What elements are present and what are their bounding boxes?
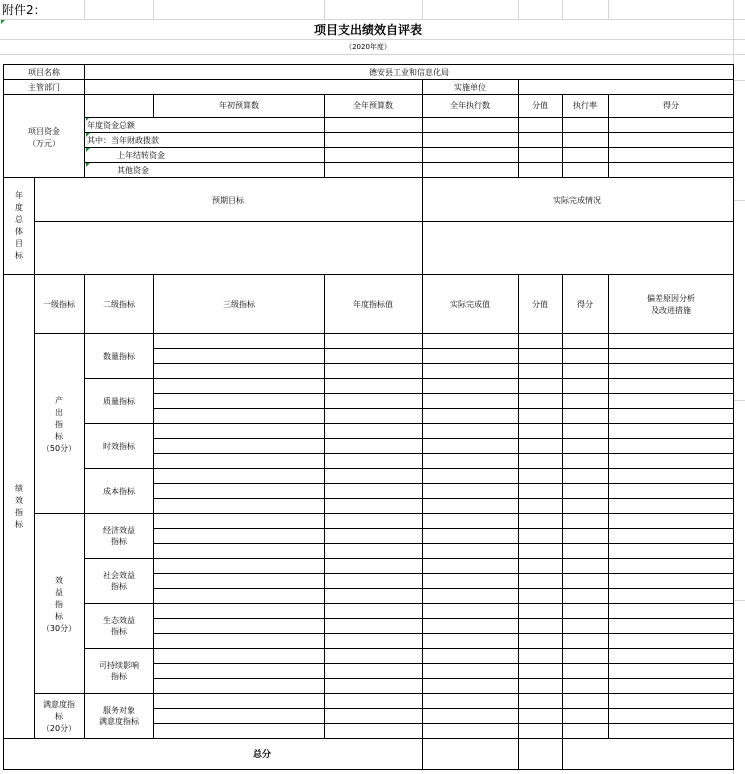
header-level3: 三级指标 xyxy=(223,300,255,309)
svg-text:经济效益: 经济效益 xyxy=(103,526,135,535)
svg-text:总: 总 xyxy=(15,215,23,224)
cell-marker xyxy=(86,163,90,167)
project-name-label: 项目名称 xyxy=(28,68,60,77)
svg-text:满意度指标: 满意度指标 xyxy=(99,717,139,726)
funds-unit-label: （万元） xyxy=(28,139,60,148)
total-score-label: 总分 xyxy=(252,750,272,760)
svg-text:标: 标 xyxy=(55,612,63,621)
header-level2: 二级指标 xyxy=(103,300,135,309)
svg-text:服务对象: 服务对象 xyxy=(103,706,135,715)
svg-text:效: 效 xyxy=(15,496,23,505)
svg-text:指标: 指标 xyxy=(111,672,127,681)
cost-indicator: 成本指标 xyxy=(103,487,135,496)
ecological-benefit-indicator xyxy=(103,615,135,636)
svg-text:指标: 指标 xyxy=(111,582,127,591)
quantity-indicator: 数量指标 xyxy=(103,352,135,361)
svg-text:益: 益 xyxy=(55,588,63,597)
col-weight: 分值 xyxy=(532,101,548,110)
svg-text:体: 体 xyxy=(15,227,23,236)
cell-marker xyxy=(1,20,5,24)
attachment-label: 附件2： xyxy=(2,3,46,17)
svg-text:指: 指 xyxy=(55,420,63,429)
performance-indicator-label xyxy=(15,483,24,529)
timeliness-indicator: 时效指标 xyxy=(103,442,135,451)
svg-text:目: 目 xyxy=(15,239,23,248)
header-improvement-measures: 及改进措施 xyxy=(651,306,691,315)
header-level1: 一级指标 xyxy=(43,300,75,309)
col-exec-rate: 执行率 xyxy=(573,101,597,110)
svg-text:出: 出 xyxy=(55,408,63,417)
svg-text:生态效益: 生态效益 xyxy=(103,616,135,625)
output-indicator-label xyxy=(42,395,76,453)
form-title: 项目支出绩效自评表 xyxy=(313,23,423,37)
svg-text:（20分）: （20分） xyxy=(41,724,77,733)
col-initial-budget: 年初预算数 xyxy=(219,101,259,110)
actual-completion-header: 实际完成情况 xyxy=(553,196,601,205)
social-benefit-indicator xyxy=(103,570,135,591)
project-name-value[interactable]: 德安县工业和信息化局 xyxy=(369,68,449,77)
svg-text:指标: 指标 xyxy=(111,627,127,636)
dept-label: 主管部门 xyxy=(28,83,60,92)
svg-text:效: 效 xyxy=(55,576,63,585)
svg-text:标: 标 xyxy=(55,432,63,441)
col-score: 得分 xyxy=(663,101,679,110)
svg-text:标: 标 xyxy=(15,251,23,260)
svg-text:指: 指 xyxy=(55,600,63,609)
service-satisfaction-indicator xyxy=(99,705,140,726)
svg-text:社会效益: 社会效益 xyxy=(103,571,135,580)
svg-text:标: 标 xyxy=(15,520,23,529)
svg-text:指标: 指标 xyxy=(111,537,127,546)
economic-benefit-indicator xyxy=(103,525,135,546)
header-score: 得分 xyxy=(577,300,593,309)
funds-row-other: 其他资金 xyxy=(117,166,149,175)
header-actual-value: 实际完成值 xyxy=(450,300,490,309)
form-year: （2020年度） xyxy=(345,43,391,51)
col-annual-executed: 全年执行数 xyxy=(450,101,490,110)
funds-row-current: 其中：当年财政拨款 xyxy=(87,136,159,145)
benefit-indicator-label xyxy=(42,575,76,633)
svg-text:满意度指: 满意度指 xyxy=(43,700,75,709)
svg-text:（50分）: （50分） xyxy=(41,444,77,453)
expected-goal-header: 预期目标 xyxy=(212,196,244,205)
header-deviation-analysis: 偏差原因分析 xyxy=(647,294,695,303)
col-annual-budget: 全年预算数 xyxy=(353,101,393,110)
svg-text:（30分）: （30分） xyxy=(41,624,77,633)
funds-row-total: 年度资金总额 xyxy=(87,121,135,130)
funds-row-carryover: 上年结转资金 xyxy=(117,151,165,160)
funds-label: 项目资金 xyxy=(28,127,60,136)
satisfaction-indicator-label xyxy=(42,699,76,733)
svg-text:度: 度 xyxy=(15,203,23,212)
impl-unit-label: 实施单位 xyxy=(454,83,486,92)
svg-text:年: 年 xyxy=(15,191,23,200)
svg-text:绩: 绩 xyxy=(15,484,23,493)
svg-text:产: 产 xyxy=(55,396,63,405)
sustainability-indicator xyxy=(99,660,139,681)
annual-goal-label xyxy=(15,190,24,260)
cell-marker xyxy=(86,148,90,152)
svg-text:可持续影响: 可持续影响 xyxy=(99,661,139,670)
header-annual-target: 年度指标值 xyxy=(353,300,393,309)
svg-text:指: 指 xyxy=(15,508,23,517)
quality-indicator: 质量指标 xyxy=(103,397,135,406)
header-weight: 分值 xyxy=(532,300,548,309)
svg-text:标: 标 xyxy=(55,712,63,721)
